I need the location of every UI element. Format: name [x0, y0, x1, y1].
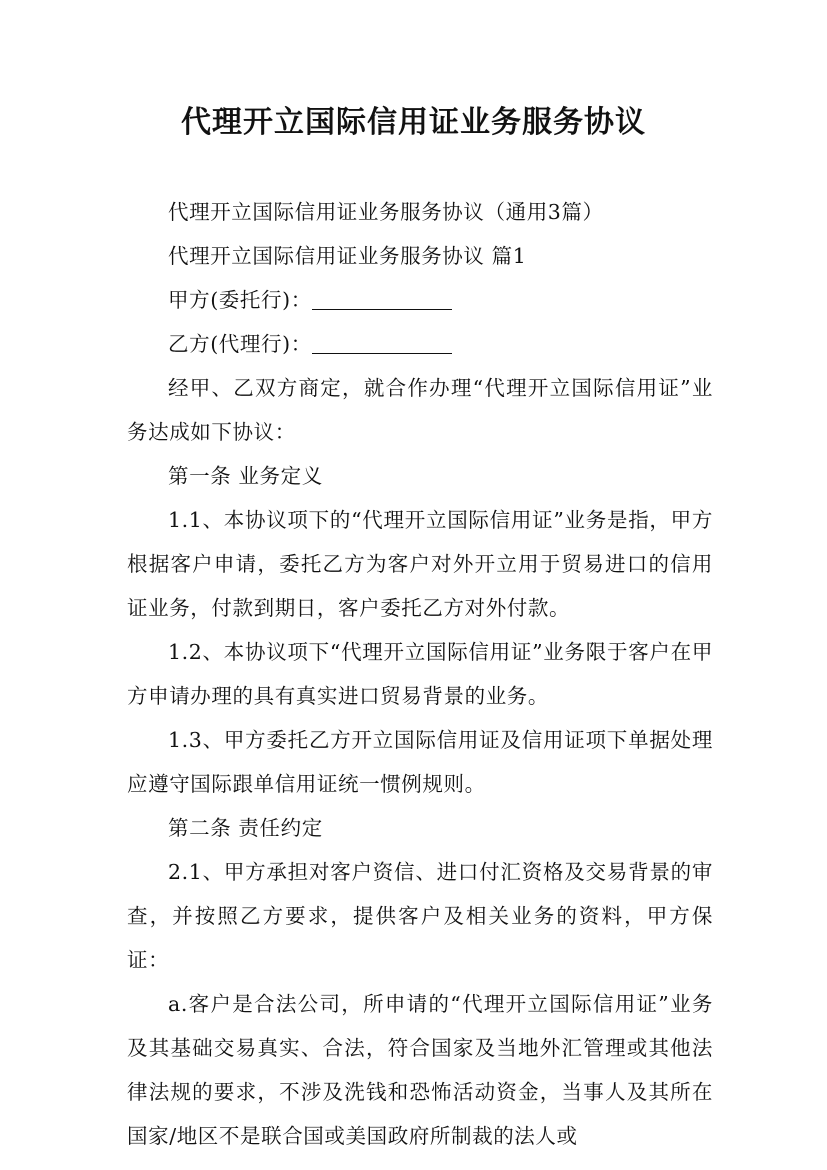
clause-1-3: 1.3、甲方委托乙方开立国际信用证及信用证项下单据处理应遵守国际跟单信用证统一惯例规则。	[127, 728, 713, 796]
article1-heading: 第一条 业务定义	[168, 464, 323, 488]
clause-a: a.客户是合法公司，所申请的“代理开立国际信用证”业务及其基础交易真实、合法，符合国家及当地外汇管理或其他法律法规的要求，不涉及洗钱和恐怖活动资金，当事人及其所在国家/地区不是联合国或美国政府所制裁的法人或	[127, 992, 713, 1148]
section-title-paragraph: 代理开立国际信用证业务服务协议 篇1	[168, 244, 527, 268]
party-b-line	[127, 322, 713, 366]
clause-2-1: 2.1、甲方承担对客户资信、进口付汇资格及交易背景的审查，并按照乙方要求，提供客户及相关业务的资料，甲方保证：	[127, 860, 713, 972]
article2-heading: 第二条 责任约定	[168, 816, 323, 840]
party-a-blank	[312, 287, 452, 310]
clause-1-2: 1.2、本协议项下“代理开立国际信用证”业务限于客户在甲方申请办理的具有真实进口贸易背景的业务。	[127, 640, 713, 708]
document-title: 代理开立国际信用证业务服务协议	[181, 105, 646, 140]
subtitle-paragraph: 代理开立国际信用证业务服务协议（通用3篇）	[168, 200, 604, 224]
party-b-label: 乙方(代理行)：	[168, 332, 312, 356]
party-a-line	[127, 278, 713, 322]
intro-paragraph: 经甲、乙双方商定，就合作办理“代理开立国际信用证”业务达成如下协议：	[127, 376, 713, 444]
document-body	[127, 190, 713, 1158]
party-a-label: 甲方(委托行)：	[168, 288, 312, 312]
party-b-blank	[312, 331, 452, 354]
clause-1-1: 1.1、本协议项下的“代理开立国际信用证”业务是指，甲方根据客户申请，委托乙方为客户对外开立用于贸易进口的信用证业务，付款到期日，客户委托乙方对外付款。	[127, 508, 713, 620]
